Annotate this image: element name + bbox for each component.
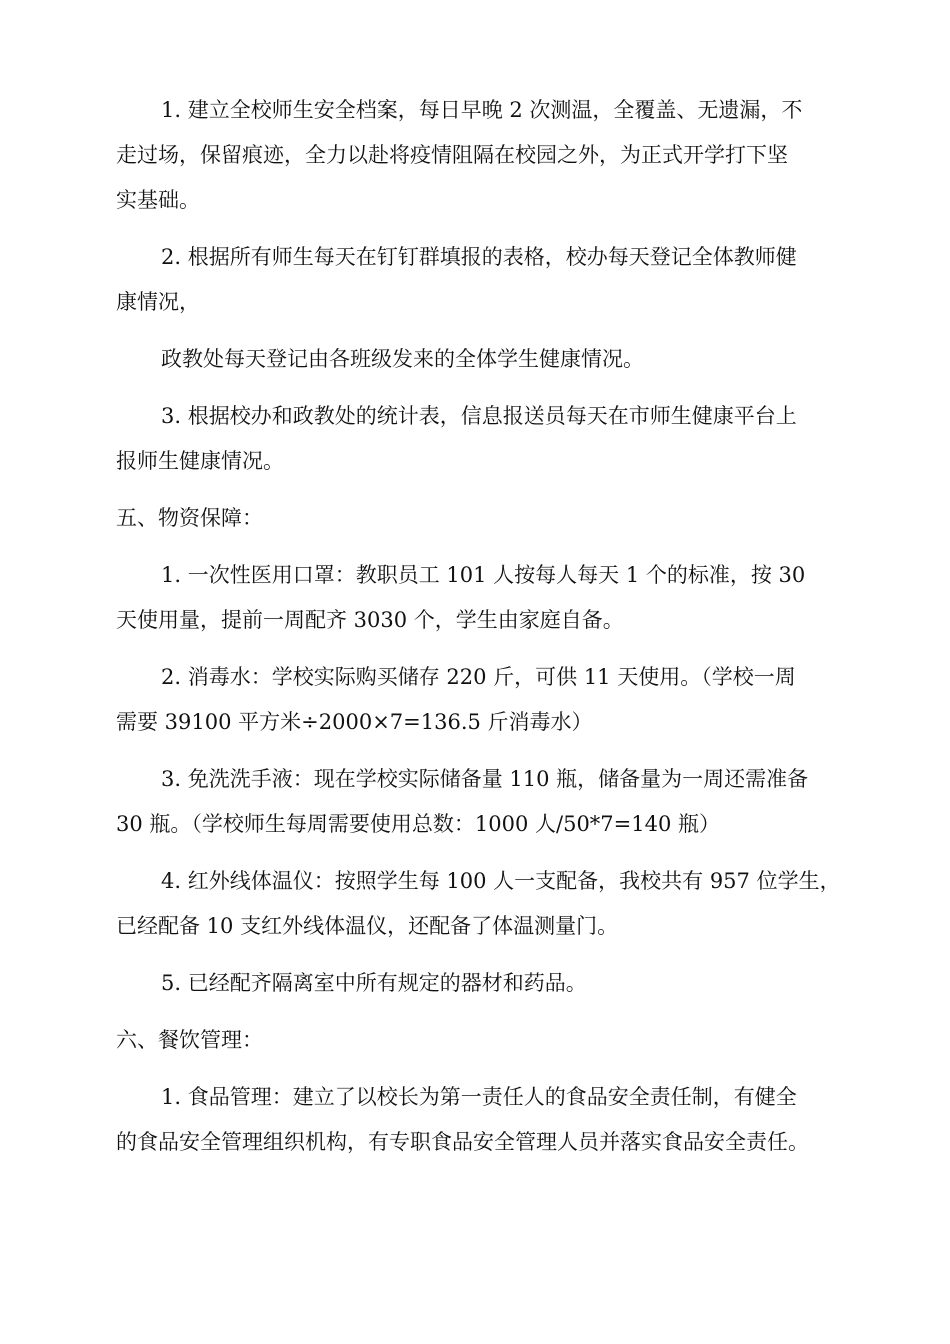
text-line: 30 瓶。（学校师生每周需要使用总数：1000 人/50*7=140 瓶） — [116, 812, 721, 836]
section-heading-supplies — [116, 496, 846, 541]
paragraph-masks — [116, 553, 846, 643]
text-line: 3. 免洗洗手液：现在学校实际储备量 110 瓶，储备量为一周还需准备 — [161, 767, 809, 791]
paragraph-thermometers — [116, 859, 846, 949]
text-line: 2. 根据所有师生每天在钉钉群填报的表格，校办每天登记全体教师健 — [161, 245, 797, 269]
heading-text: 五、物资保障： — [116, 506, 263, 530]
text-line: 4. 红外线体温仪：按照学生每 100 人一支配备，我校共有 957 位学生， — [161, 869, 841, 893]
text-line: 天使用量，提前一周配齐 3030 个，学生由家庭自备。 — [116, 608, 624, 632]
paragraph-student-health — [116, 337, 846, 382]
paragraph-hand-sanitizer — [116, 757, 846, 847]
heading-text: 六、餐饮管理： — [116, 1028, 263, 1052]
text-line: 实基础。 — [116, 188, 200, 212]
paragraph-isolation-room — [116, 961, 846, 1006]
text-line: 康情况， — [116, 290, 200, 314]
text-line: 的食品安全管理组织机构，有专职食品安全管理人员并落实食品安全责任。 — [116, 1130, 809, 1154]
paragraph-disinfectant — [116, 655, 846, 745]
paragraph-food-management — [116, 1075, 846, 1165]
text-line: 1. 建立全校师生安全档案，每日早晚 2 次测温，全覆盖、无遗漏，不 — [161, 98, 803, 122]
text-line: 1. 食品管理：建立了以校长为第一责任人的食品安全责任制，有健全 — [161, 1085, 797, 1109]
section-heading-catering — [116, 1018, 846, 1063]
paragraph-health-report — [116, 394, 846, 484]
text-line: 3. 根据校办和政教处的统计表，信息报送员每天在市师生健康平台上 — [161, 404, 797, 428]
text-line: 2. 消毒水：学校实际购买储存 220 斤，可供 11 天使用。（学校一周 — [161, 665, 796, 689]
text-line: 政教处每天登记由各班级发来的全体学生健康情况。 — [161, 347, 644, 371]
text-line: 5. 已经配齐隔离室中所有规定的器材和药品。 — [161, 971, 587, 995]
document-body — [116, 88, 846, 1177]
text-line: 需要 39100 平方米÷2000×7=136.5 斤消毒水） — [116, 710, 593, 734]
text-line: 报师生健康情况。 — [116, 449, 284, 473]
text-line: 走过场，保留痕迹，全力以赴将疫情阻隔在校园之外，为正式开学打下坚 — [116, 143, 788, 167]
text-line: 已经配备 10 支红外线体温仪，还配备了体温测量门。 — [116, 914, 619, 938]
paragraph-health-records — [116, 88, 846, 223]
text-line: 1. 一次性医用口罩：教职员工 101 人按每人每天 1 个的标准，按 30 — [161, 563, 806, 587]
paragraph-teacher-health — [116, 235, 846, 325]
